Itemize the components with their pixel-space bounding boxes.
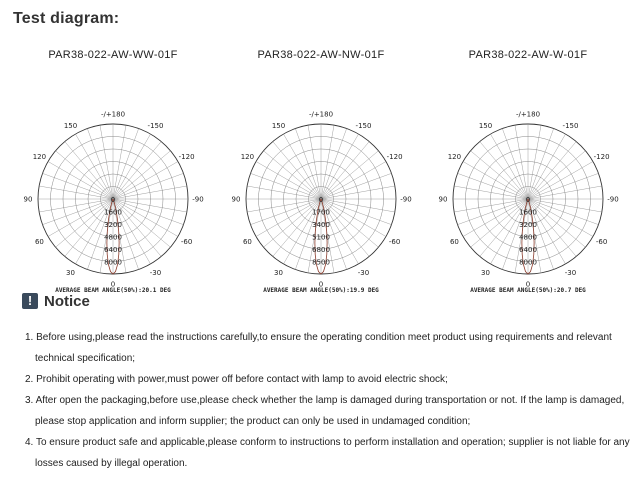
angle-label: -60: [388, 238, 401, 246]
radial-label: 3200: [104, 221, 122, 229]
angle-label: -120: [593, 153, 610, 161]
radial-label: 0: [318, 196, 324, 204]
polar-diagram-ww: [7, 38, 219, 294]
notice-line: 1. Before using,please read the instructions carefully,to ensure the operating condition meet product using requirements and relevant: [25, 332, 612, 343]
radial-label: 0: [110, 196, 116, 204]
angle-label: 120: [32, 153, 47, 161]
angle-label: 120: [447, 153, 462, 161]
angle-label: -90: [400, 195, 412, 204]
radial-label: 0: [525, 196, 531, 204]
radial-label: 1700: [312, 208, 330, 217]
radial-label: 4800: [104, 233, 122, 242]
polar-plot: [7, 38, 219, 294]
radial-label: 1600: [519, 208, 537, 217]
polar-diagram-nw: [215, 38, 427, 294]
angle-label: -90: [192, 195, 204, 204]
notice-header: [22, 290, 90, 312]
angle-label: -/+180: [515, 110, 541, 119]
angle-label: 30: [66, 269, 75, 278]
angle-label: -30: [564, 269, 577, 278]
radial-label: 3200: [519, 221, 537, 229]
notice-item: [25, 369, 630, 390]
angle-label: -120: [386, 153, 403, 161]
angle-label: 150: [478, 121, 493, 130]
angle-label: -30: [149, 269, 162, 278]
angle-label: 0: [525, 280, 531, 289]
angle-label: -30: [357, 269, 370, 278]
angle-label: 0: [110, 280, 116, 289]
angle-label: -/+180: [100, 110, 126, 119]
angle-label: 150: [271, 121, 286, 130]
angle-label: -150: [147, 121, 164, 130]
angle-label: -60: [180, 238, 193, 246]
notice-line: technical specification;: [35, 353, 136, 364]
angle-label: -90: [607, 195, 619, 204]
notice-line: losses caused by illegal operation.: [35, 458, 188, 469]
radial-label: 8000: [519, 258, 537, 267]
notice-line: 4. To ensure product safe and applicable,please conform to instructions to perform installation and operation; supplier is not liable for any: [25, 437, 630, 448]
notice-list: [25, 327, 630, 474]
notice-item: [25, 390, 630, 432]
radial-label: 6800: [312, 246, 330, 254]
polar-plot: [215, 38, 427, 294]
beam-angle-text: AVERAGE BEAM ANGLE(50%):19.9 DEG: [263, 287, 379, 294]
notice-item: [25, 432, 630, 474]
angle-label: 30: [481, 269, 490, 278]
radial-label: 8000: [104, 258, 122, 267]
radial-label: 4800: [519, 233, 537, 242]
angle-label: 150: [63, 121, 78, 130]
angle-label: 60: [34, 238, 44, 246]
radial-label: 6400: [104, 246, 122, 254]
angle-label: -150: [355, 121, 372, 130]
angle-label: 60: [242, 238, 252, 246]
angle-label: 120: [240, 153, 255, 161]
page-heading: Test diagram:: [13, 10, 120, 27]
beam-angle-text: AVERAGE BEAM ANGLE(50%):20.1 DEG: [55, 287, 171, 294]
angle-label: 0: [318, 280, 324, 289]
polar-diagram-w: [422, 38, 634, 294]
diagram-model-label: PAR38-022-AW-NW-01F: [257, 49, 385, 61]
angle-label: -60: [595, 238, 608, 246]
notice-line: 2. Prohibit operating with power,must power off before contact with lamp to avoid electric shock;: [25, 374, 448, 385]
notice-line: 3. After open the packaging,before use,please check whether the lamp is damaged during transportation or not. If the lamp is damaged,: [25, 395, 625, 406]
angle-label: -120: [178, 153, 195, 161]
notice-title: Notice: [44, 292, 90, 310]
angle-label: 90: [438, 195, 448, 204]
radial-label: 6400: [519, 246, 537, 254]
angle-label: 90: [231, 195, 241, 204]
angle-label: 30: [274, 269, 283, 278]
radial-label: 1600: [104, 208, 122, 217]
radial-label: 3400: [312, 221, 330, 229]
angle-label: -/+180: [308, 110, 334, 119]
angle-label: 90: [23, 195, 33, 204]
radial-label: 8500: [312, 258, 330, 267]
diagram-model-label: PAR38-022-AW-W-01F: [468, 49, 588, 61]
exclamation-icon: !: [22, 293, 38, 309]
angle-label: -150: [562, 121, 579, 130]
beam-angle-text: AVERAGE BEAM ANGLE(50%):20.7 DEG: [470, 287, 586, 294]
polar-plot: [422, 38, 634, 294]
diagram-model-label: PAR38-022-AW-WW-01F: [48, 49, 178, 61]
radial-label: 5100: [312, 233, 330, 242]
notice-item: [25, 327, 630, 369]
notice-line: please stop application and inform supplier; the product can only be used in undamaged condition;: [35, 416, 471, 427]
angle-label: 60: [449, 238, 459, 246]
